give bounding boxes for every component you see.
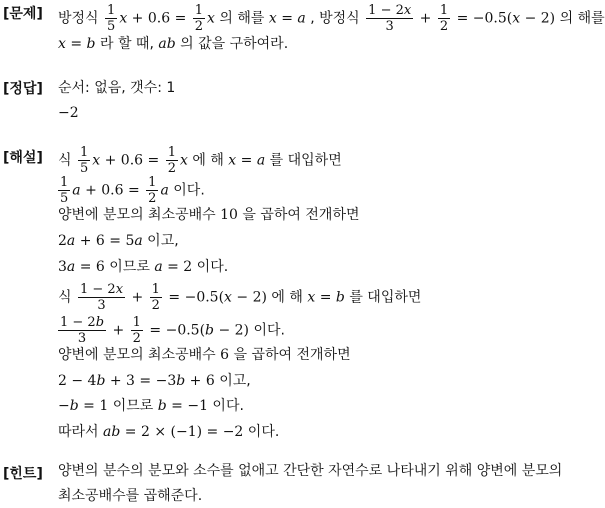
solution-line-11: 따라서 ab = 2 × (−1) = −2 이다. <box>58 424 280 440</box>
solution-line-2: $\frac{1}{5}$ a + 0.6 = $\frac{1}{2}$ a 이다. <box>60 175 205 206</box>
solution-line-3: 양변에 분모의 최소공배수 10 을 곱하여 전개하면 <box>58 207 360 223</box>
fraction: $\frac{1}{5}$ <box>60 175 69 206</box>
hint-line-2: 최소공배수를 곱해준다. <box>58 488 203 504</box>
solution-line-8: 양변에 분모의 최소공배수 6 을 곱하여 전개하면 <box>58 347 351 363</box>
fraction: $\frac{1}{2}$ <box>194 3 204 34</box>
solution-label: [해설] <box>3 150 43 166</box>
fraction: $\frac{1}{5}$ <box>107 3 116 34</box>
fraction: $\frac{1 - 2x}{3}$ <box>368 3 412 34</box>
fraction: $\frac{1}{5}$ <box>79 145 89 176</box>
solution-line-6: 식 $\frac{1 - 2x}{3}$ + $\frac{1}{2}$ = −0.5(x − 2) 에 해 x = b 를 대입하면 <box>58 282 422 313</box>
fraction: $\frac{1 - 2b}{3}$ <box>60 315 105 346</box>
hint-line-1: 양변의 분수의 분모와 소수를 없애고 간단한 자연수로 나타내기 위해 양변에 분모의 <box>58 463 563 479</box>
answer-label: [정답] <box>3 81 43 97</box>
answer-line-2: −2 <box>58 105 79 121</box>
fraction: $\frac{1}{2}$ <box>148 175 157 206</box>
fraction: $\frac{1}{2}$ <box>167 145 176 176</box>
fraction: $\frac{1}{2}$ <box>439 3 449 34</box>
solution-line-1: 식 $\frac{1}{5}$ x + 0.6 = $\frac{1}{2}$ x 에 해 x = a 를 대입하면 <box>58 145 342 176</box>
fraction: $\frac{1 - 2x}{3}$ <box>79 282 124 313</box>
solution-line-7: $\frac{1 - 2b}{3}$ + $\frac{1}{2}$ = −0.5(b − 2) 이다. <box>60 315 285 346</box>
answer-line-1: 순서: 없음, 갯수: 1 <box>58 80 176 96</box>
problem-line-2: x = b 라 할 때, ab 의 값을 구하여라. <box>58 36 289 52</box>
solution-line-9: 2 − 4b + 3 = −3b + 6 이고, <box>58 373 251 389</box>
problem-label: [문제] <box>3 6 43 22</box>
hint-label: [힌트] <box>3 466 43 482</box>
solution-line-4: 2a + 6 = 5a 이고, <box>58 233 179 249</box>
solution-line-10: −b = 1 이므로 b = −1 이다. <box>58 398 244 414</box>
solution-line-5: 3a = 6 이므로 a = 2 이다. <box>58 259 229 275</box>
fraction: $\frac{1}{2}$ <box>132 315 141 346</box>
fraction: $\frac{1}{2}$ <box>151 282 160 313</box>
problem-line-1: 방정식 $\frac{1}{5}$ x + 0.6 = $\frac{1}{2}$ x 의 해를 x = a , 방정식 $\frac{1 - 2x}{3}$ + $\frac{1}{2}$ = −0.5(x − 2) 의 해를 <box>58 3 605 34</box>
